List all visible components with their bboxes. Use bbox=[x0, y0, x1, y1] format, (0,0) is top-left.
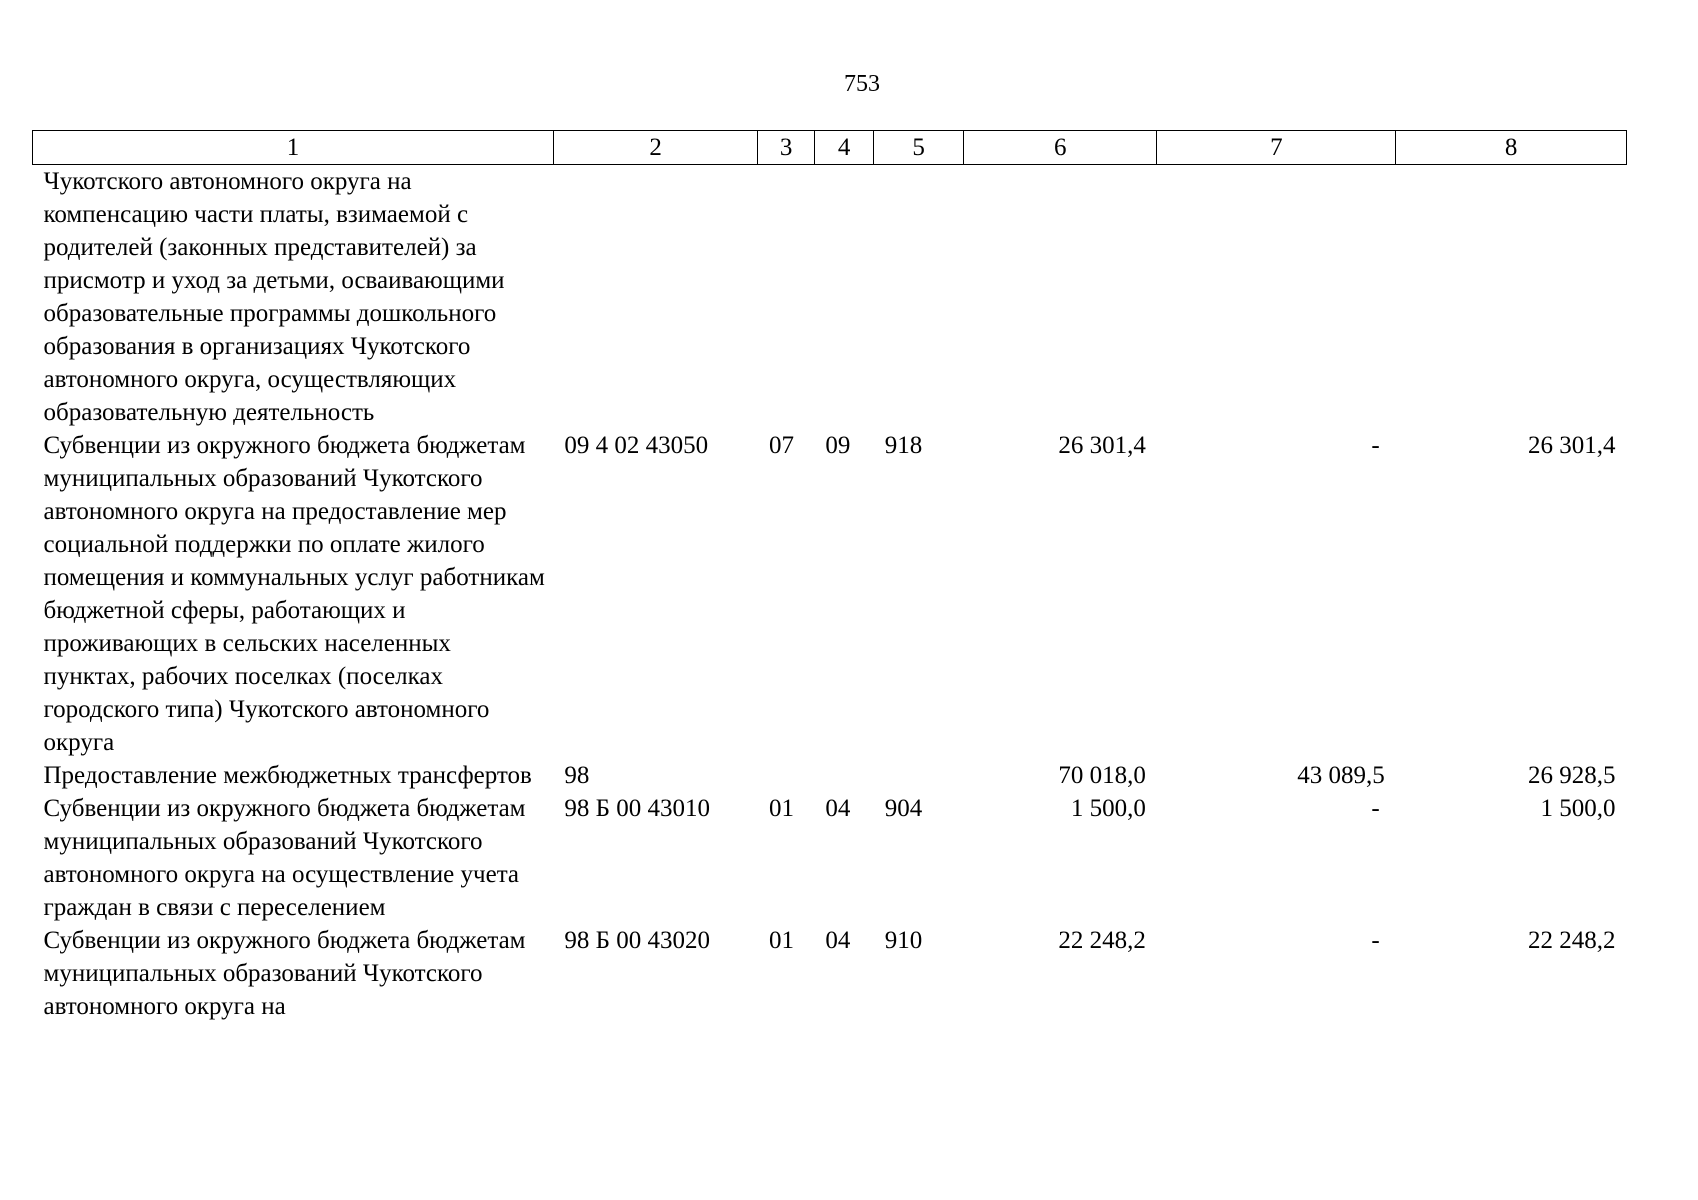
row-name-cell: Субвенции из окружного бюджета бюджетам муниципальных образований Чукотского автономного округа на предоставление мер социальной поддержки по оплате жилого помещения и коммунальных услуг работникам бюджетной сферы, работающих и проживающих в сельских населенных пунктах, рабочих поселках (поселках городского типа) Чукотского автономного округа bbox=[43, 432, 545, 756]
row-section-cell: 01 bbox=[768, 795, 794, 822]
row-subsection-cell bbox=[814, 165, 873, 430]
table-row bbox=[33, 924, 1627, 1023]
row-col8-cell: 22 248,2 bbox=[1528, 927, 1616, 954]
row-total-cell: 26 301,4 bbox=[1058, 432, 1146, 459]
row-code-cell: 98 Б 00 43010 bbox=[564, 795, 711, 822]
row-col7-cell: - bbox=[1371, 432, 1380, 459]
row-col8-cell: 1 500,0 bbox=[1540, 795, 1616, 822]
row-col7-cell bbox=[1157, 165, 1396, 430]
page-number: 753 bbox=[844, 71, 880, 97]
column-header: 8 bbox=[1396, 131, 1627, 165]
row-total-cell: 1 500,0 bbox=[1070, 795, 1146, 822]
row-subsection-cell bbox=[814, 759, 873, 792]
row-code-cell: 98 bbox=[564, 762, 590, 789]
table-header-row bbox=[33, 131, 1627, 165]
row-subsection-cell: 09 bbox=[825, 432, 851, 459]
row-name-cell: Предоставление межбюджетных трансфертов bbox=[43, 762, 532, 789]
row-col8-cell: 26 928,5 bbox=[1528, 762, 1616, 789]
row-code-cell bbox=[553, 165, 758, 430]
row-code-cell: 98 Б 00 43020 bbox=[564, 927, 711, 954]
row-ministry-cell bbox=[874, 165, 964, 430]
column-header: 7 bbox=[1157, 131, 1396, 165]
column-header: 2 bbox=[553, 131, 758, 165]
row-section-cell: 01 bbox=[768, 927, 794, 954]
table-row bbox=[33, 792, 1627, 924]
row-section-cell: 07 bbox=[768, 432, 794, 459]
row-name-cell: Субвенции из окружного бюджета бюджетам муниципальных образований Чукотского автономного округа на осуществление учета граждан в связи с переселением bbox=[43, 795, 526, 921]
row-col8-cell bbox=[1396, 165, 1627, 430]
row-ministry-cell: 918 bbox=[884, 432, 923, 459]
row-section-cell bbox=[758, 165, 814, 430]
row-col7-cell: - bbox=[1371, 927, 1380, 954]
row-col7-cell: - bbox=[1371, 795, 1380, 822]
row-col8-cell: 26 301,4 bbox=[1528, 432, 1616, 459]
row-ministry-cell: 910 bbox=[884, 927, 923, 954]
row-name-cell: Субвенции из окружного бюджета бюджетам муниципальных образований Чукотского автономного округа на bbox=[43, 927, 526, 1020]
row-name-cell: Чукотского автономного округа на компенсацию части платы, взимаемой с родителей (законных представителей) за присмотр и уход за детьми, осваивающими образовательные программы дошкольного образования в организациях Чукотского автономного округа, осуществляющих образовательную деятельность bbox=[43, 168, 505, 426]
table-row bbox=[33, 165, 1627, 430]
column-header: 5 bbox=[874, 131, 964, 165]
row-subsection-cell: 04 bbox=[825, 795, 851, 822]
row-section-cell bbox=[758, 759, 814, 792]
row-total-cell: 70 018,0 bbox=[1058, 762, 1146, 789]
row-ministry-cell: 904 bbox=[884, 795, 923, 822]
column-header: 3 bbox=[758, 131, 814, 165]
table-row bbox=[33, 759, 1627, 792]
table-row bbox=[33, 429, 1627, 759]
row-total-cell: 22 248,2 bbox=[1058, 927, 1146, 954]
column-header: 1 bbox=[33, 131, 554, 165]
row-subsection-cell: 04 bbox=[825, 927, 851, 954]
row-col7-cell: 43 089,5 bbox=[1297, 762, 1385, 789]
row-total-cell bbox=[963, 165, 1156, 430]
column-header: 4 bbox=[814, 131, 873, 165]
column-header: 6 bbox=[963, 131, 1156, 165]
budget-table bbox=[32, 130, 1627, 1023]
row-ministry-cell bbox=[874, 759, 964, 792]
row-code-cell: 09 4 02 43050 bbox=[564, 432, 709, 459]
